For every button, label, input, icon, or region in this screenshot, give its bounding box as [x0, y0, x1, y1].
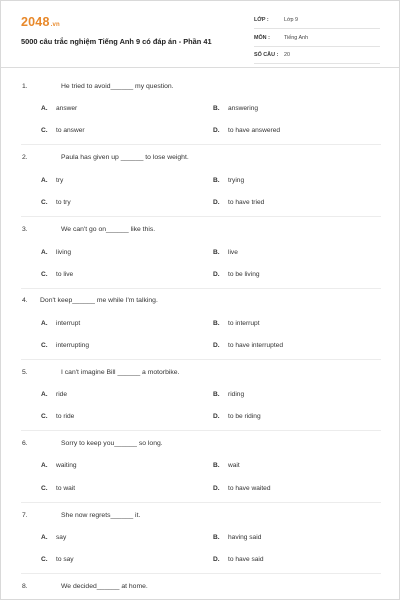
option-b[interactable]: B. answering [213, 105, 259, 112]
meta-label: MÔN : [254, 34, 270, 41]
meta-label: SỐ CÂU : [254, 52, 279, 58]
option-a[interactable]: A. ride [41, 391, 67, 398]
question-divider [21, 430, 381, 431]
option-d[interactable]: D. to have said [213, 556, 264, 563]
option-d[interactable]: D. to have interrupted [213, 342, 283, 349]
question-text: Sorry to keep you______ so long. [61, 440, 163, 447]
meta-row-count [254, 48, 380, 64]
question-number: 5. [22, 369, 28, 376]
option-d[interactable]: D. to have answered [213, 127, 281, 134]
header-divider [1, 67, 399, 68]
option-a[interactable]: A. answer [41, 105, 78, 112]
question-divider [21, 359, 381, 360]
option-b[interactable]: B. live [213, 249, 238, 256]
meta-row-class [254, 13, 380, 29]
question-number: 7. [22, 512, 28, 519]
meta-info [254, 13, 380, 66]
option-a[interactable]: A. living [41, 249, 72, 256]
site-logo[interactable] [21, 15, 60, 29]
meta-label: LỚP : [254, 17, 269, 23]
header [1, 1, 400, 67]
option-d[interactable]: D. to have tried [213, 199, 265, 206]
option-c[interactable]: C. to say [41, 556, 74, 563]
question-divider [21, 573, 381, 574]
question-number: 3. [22, 226, 28, 233]
question-divider [21, 144, 381, 145]
question-text: We decided______ at home. [61, 583, 148, 590]
question-text: I can't imagine Bill ______ a motorbike. [61, 369, 180, 376]
question-divider [21, 502, 381, 503]
question-text: He tried to avoid______ my question. [61, 83, 174, 90]
question-divider [21, 216, 381, 217]
meta-row-subject [254, 31, 380, 47]
option-c[interactable]: C. to try [41, 199, 71, 206]
option-a[interactable]: A. try [41, 177, 64, 184]
option-b[interactable]: B. riding [213, 391, 245, 398]
option-c[interactable]: C. to answer [41, 127, 85, 134]
option-d[interactable]: D. to be living [213, 271, 260, 278]
question-number: 8. [22, 583, 28, 590]
page-title: 5000 câu trắc nghiệm Tiếng Anh 9 có đáp án - Phần 41 [21, 37, 212, 46]
meta-value: 20 [284, 52, 290, 58]
question-divider [21, 288, 381, 289]
question-number: 4. [22, 297, 28, 304]
option-a[interactable]: A. say [41, 534, 67, 541]
option-b[interactable]: B. to interrupt [213, 320, 260, 327]
option-d[interactable]: D. to be riding [213, 413, 261, 420]
meta-value: Tiếng Anh [284, 34, 309, 41]
option-c[interactable]: C. interrupting [41, 342, 89, 349]
option-b[interactable]: B. trying [213, 177, 245, 184]
option-d[interactable]: D. to have waited [213, 485, 271, 492]
question-number: 1. [22, 83, 28, 90]
question-number: 2. [22, 154, 28, 161]
logo-main: 2048 [21, 15, 50, 29]
meta-value: Lớp 9 [284, 17, 299, 23]
option-a[interactable]: A. waiting [41, 462, 77, 469]
option-b[interactable]: B. wait [213, 462, 240, 469]
logo-suffix: .vn [50, 22, 60, 28]
option-c[interactable]: C. to live [41, 271, 74, 278]
option-c[interactable]: C. to ride [41, 413, 75, 420]
question-text: We can't go on______ like this. [61, 226, 156, 233]
option-a[interactable]: A. interrupt [41, 320, 81, 327]
question-text: Don't keep______ me while I'm talking. [40, 297, 158, 304]
option-b[interactable]: B. having said [213, 534, 262, 541]
question-text: Paula has given up ______ to lose weight. [61, 154, 189, 161]
question-number: 6. [22, 440, 28, 447]
option-c[interactable]: C. to wait [41, 485, 76, 492]
question-text: She now regrets______ it. [61, 512, 141, 519]
